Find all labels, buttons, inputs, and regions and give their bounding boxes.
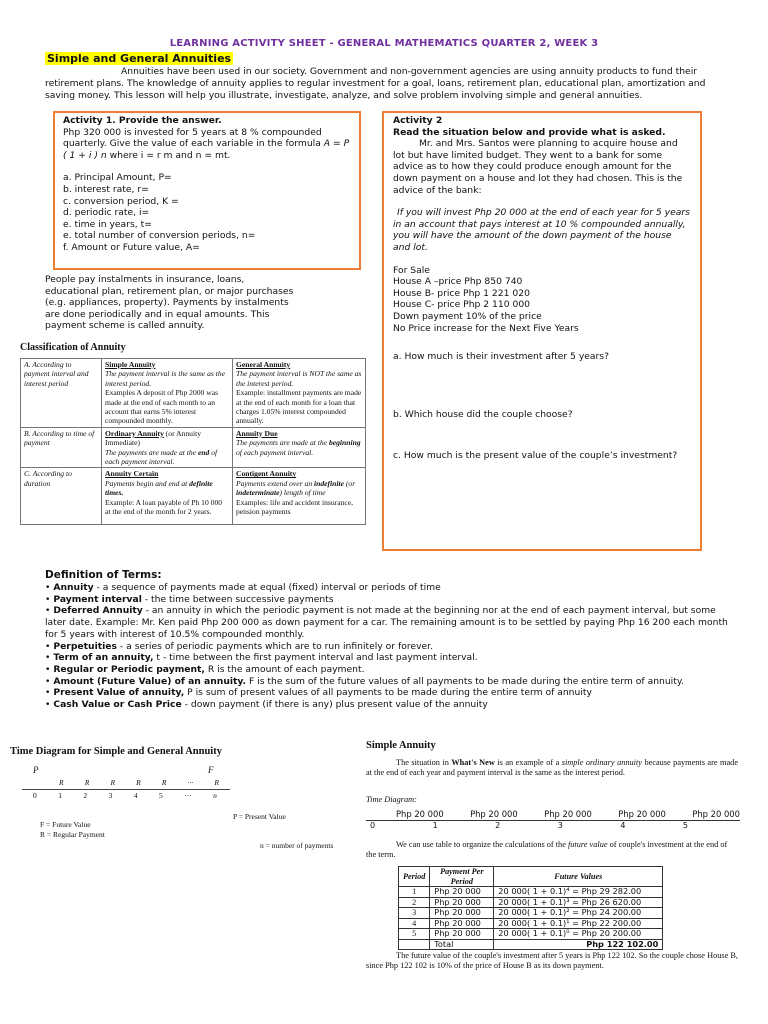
table-row: B. According to time of payment Ordinary Annuity (or Annuity Immediate) The payments are made at the end of each payment interval. Annuity Due The payments are made at the beginning of each payment interval. (21, 427, 366, 468)
sale-line: For Sale (393, 264, 430, 276)
annuity-intro-text: People pay instalments in insurance, loans, educational plan, retirement plan, or major purchases (e.g. appliances, property). Payments by instalments are done periodically and in equal amounts. This payment scheme is called annuity. (45, 274, 294, 332)
definitions-list (45, 582, 735, 711)
activity-1-item: f. Amount or Future value, A= (63, 241, 200, 253)
list-item: • Term of an annuity, t - time between the first payment interval and last payment interval. (45, 652, 478, 664)
question-b: b. Which house did the couple choose? (393, 408, 573, 420)
table-row: A. According to payment interval and interest period Simple Annuity The payment interval is the same as the interest period. Examples A deposit of Php 2000 was made at the end of each month to an account that earns 5% interest compounded monthly. General Annuity The payment interval is NOT the same as the interest period. Example: installment payments are made at the end of each month for a loan that charges 1.05% interest compounded annually. (21, 359, 366, 428)
conclusion-paragraph: The future value of the couple's investment after 5 years is Php 122 102. So the couple chose House B, since Php 122 102 is 10% of the price of House B as its down payment. (366, 951, 738, 971)
simple-annuity-title: Simple Annuity (366, 740, 436, 751)
list-item: • Perpetuities - a series of periodic payments which are to run infinitely or forever. (45, 640, 434, 652)
list-item: • Deferred Annuity - an annuity in which the periodic payment is not made at the beginning nor at the end of each payment interval, but some later date. Example: Mr. Ken paid Php 200 000 as down payment for a car. The remaining amount is to be settled by paying Php 16 200 each month for 5 years with interest of 10.5% compounded monthly. (45, 605, 728, 640)
classification-table (20, 358, 366, 525)
list-item: • Amount (Future Value) of an annuity. F is the sum of the future values of all payments to be made during the entire term of annuity. (45, 675, 684, 687)
activity-1-item: c. conversion period, K = (63, 195, 179, 207)
bank-advice: If you will invest Php 20 000 at the end of each year for 5 years in an account that pays interest at 10 % compounded annually, you will have the amount of the down payment of the house and lot. (393, 207, 690, 253)
list-item: • Regular or Periodic payment, R is the amount of each payment. (45, 663, 365, 675)
criterion-cell: B. According to time of payment (21, 427, 102, 468)
time-axis-line (22, 789, 230, 790)
table-row: 5 Php 20 000 20 000( 1 + 0.1)⁰ = Php 20 200.00 (399, 929, 663, 940)
rp-legend: R = Regular Payment (40, 830, 105, 839)
question-c: c. How much is the present value of the couple’s investment? (393, 450, 678, 462)
activity-2-text: Mr. and Mrs. Santos were planning to acquire house and lot but have limited budget. They went to a bank for some advice as to how they could produce enough amount for the down payment on a house and lot they had chosen. This is the advice of the bank: (393, 138, 683, 196)
activity-2-box (382, 111, 702, 551)
ticks-row: 0 1 2 3 4 5 ··· n (33, 791, 217, 800)
future-value-table (398, 866, 663, 950)
criterion-cell: A. According to payment interval and interest period (21, 359, 102, 428)
activity-1-text: Php 320 000 is invested for 5 years at 8 % compounded quarterly. Give the value of each variable in the formula A = P ( 1 + i ) n where i = r m and n = mt. (63, 126, 350, 161)
definitions-title: Definition of Terms: (45, 569, 162, 581)
payment-amounts-row: Php 20 000 Php 20 000 Php 20 000 Php 20 000 Php 20 000 0 1 2 3 4 5 (366, 809, 740, 830)
table-row: 4 Php 20 000 20 000( 1 + 0.1)¹ = Php 22 200.00 (399, 918, 663, 929)
time-diagram-label: Time Diagram: (366, 795, 417, 804)
activity-1-item: d. periodic rate, i= (63, 207, 150, 219)
pv-legend: P = Present Value (233, 812, 286, 821)
criterion-cell: C. According to duration (21, 468, 102, 525)
list-item: • Annuity - a sequence of payments made at equal (fixed) interval or periods of time (45, 582, 441, 593)
question-a: a. How much is their investment after 5 years? (393, 351, 609, 363)
table-row: 2 Php 20 000 20 000( 1 + 0.1)³ = Php 26 620.00 (399, 897, 663, 908)
activity-1-item: e. time in years, t= (63, 218, 152, 230)
fv-legend: F = Future Value (40, 820, 91, 829)
classification-title: Classification of Annuity (20, 342, 126, 353)
activity-1-item: e. total number of conversion periods, n= (63, 230, 256, 242)
lesson-title: Simple and General Annuities (47, 52, 232, 65)
time-diagram-title: Time Diagram for Simple and General Annuity (10, 746, 222, 757)
activity-1-item: a. Principal Amount, P= (63, 172, 172, 184)
table-row: 3 Php 20 000 20 000( 1 + 0.1)² = Php 24 200.00 (399, 908, 663, 919)
activity-2-title: Activity 2 (393, 115, 443, 126)
simple-annuity-paragraph: The situation in What's New is an example of a simple ordinary annuity because payments are made at the end of each year and payment interval is the same as the interest period. (366, 758, 738, 778)
activity-1-item: b. interest rate, r= (63, 183, 149, 195)
activity-1-title: Activity 1. Provide the answer. (63, 115, 222, 126)
intro-paragraph: Annuities have been used in our society. Government and non-government agencies are using annuity products to fund their retirement plans. The knowledge of annuity applies to regular investment for a goal, loans, retirement plan, educational plan, amortization and saving money. This lesson will help you illustrate, investigate, analyze, and solve problem involving simple and general annuities. (45, 66, 706, 101)
table-row: C. According to duration Annuity Certain Payments begin and end at definite times. Example: A loan payable of Ph 10 000 at the end of the month for 2 years. Contigent Annuity Payments extend over an indefinite (or indeterminate) length of time Examples: life and accident insurance, pension payments (21, 468, 366, 525)
table-row: 1 Php 20 000 20 000( 1 + 0.1)⁴ = Php 29 282.00 (399, 887, 663, 898)
formula: A = P ( 1 + i ) n (63, 138, 350, 161)
table-header-row: Period Payment Per Period Future Values (399, 867, 663, 887)
np-legend: n = number of payments (260, 841, 334, 850)
payments-row: R R R R R ··· R (59, 778, 219, 787)
present-value-mark: P (33, 765, 39, 775)
activity-1-box (53, 111, 361, 270)
list-item: • Payment interval - the time between successive payments (45, 593, 334, 605)
activity-2-subtitle: Read the situation below and provide what is asked. (393, 126, 666, 138)
table-total-row: Total Php 122 102.00 (399, 939, 663, 950)
list-item: • Present Value of annuity, P is sum of present values of all payments to be made during the entire term of annuity (45, 687, 592, 699)
sale-line: House A –price Php 850 740 (393, 276, 523, 288)
sale-line: No Price increase for the Next Five Years (393, 322, 579, 334)
sale-line: House B- price Php 1 221 020 (393, 287, 530, 299)
page-header: LEARNING ACTIVITY SHEET - GENERAL MATHEMATICS QUARTER 2, WEEK 3 (169, 38, 599, 49)
list-item: • Cash Value or Cash Price - down payment (if there is any) plus present value of the annuity (45, 699, 488, 711)
future-value-mark: F (208, 765, 214, 775)
table-intro-paragraph: We can use table to organize the calculations of the future value of couple's investment at the end of the term. (366, 840, 728, 860)
sale-line: House C- price Php 2 110 000 (393, 299, 531, 311)
sale-line: Down payment 10% of the price (393, 310, 542, 322)
